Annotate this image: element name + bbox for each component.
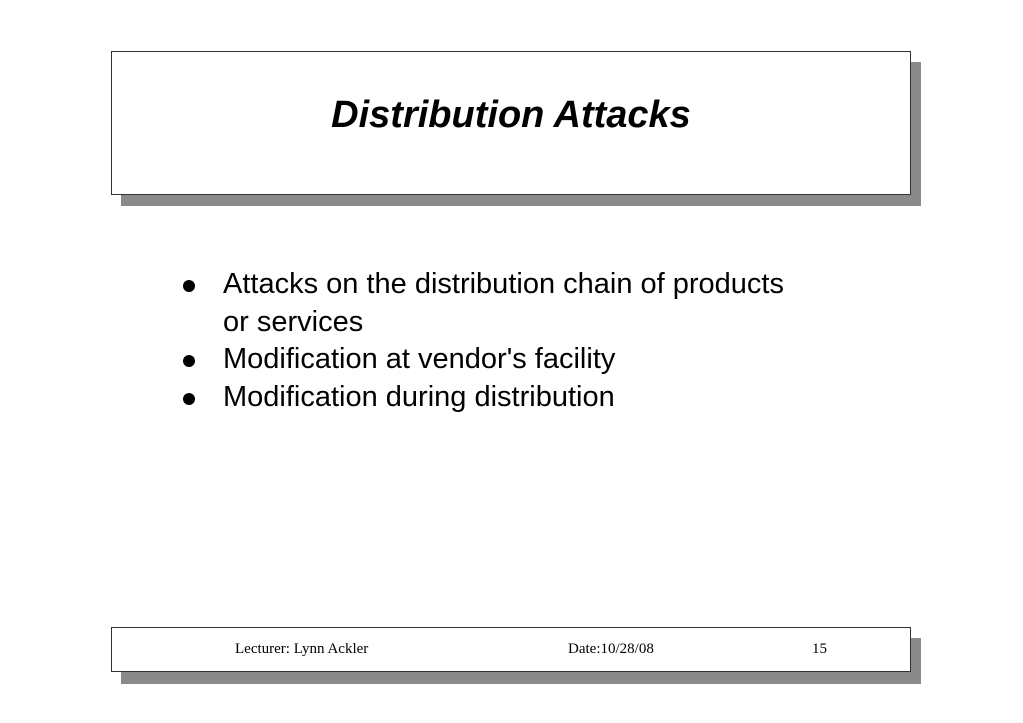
footer-lecturer: Lecturer: Lynn Ackler: [235, 641, 369, 657]
bullet-item: [180, 341, 800, 379]
footer-box: [111, 627, 911, 672]
bullet-text: Modification at vendor's facility: [223, 343, 616, 375]
bullet-item: [180, 266, 800, 341]
bullet-text: Attacks on the distribution chain of products or services: [223, 268, 784, 338]
slide-title: Distribution Attacks: [331, 93, 691, 136]
bullet-list: [180, 266, 800, 416]
footer-page-number: 15: [812, 641, 827, 657]
bullet-icon: [183, 355, 195, 367]
bullet-icon: [183, 393, 195, 405]
bullet-icon: [183, 280, 195, 292]
bullet-item: [180, 379, 800, 417]
footer-date: Date:10/28/08: [568, 641, 654, 657]
bullet-text: Modification during distribution: [223, 380, 615, 413]
title-box: [111, 51, 911, 195]
